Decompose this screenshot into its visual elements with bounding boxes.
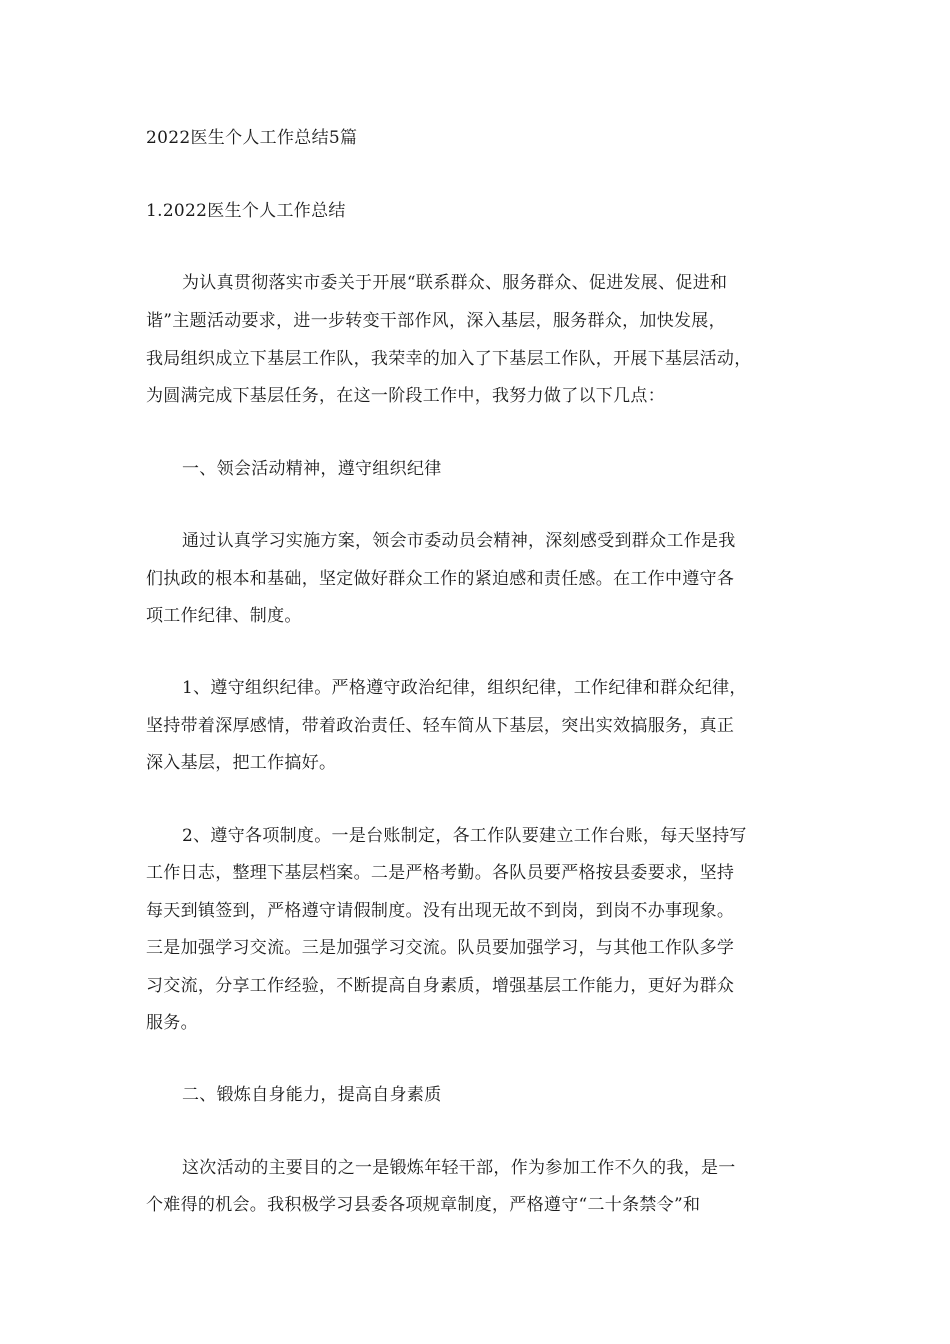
paragraph-4-line-2: 工作日志，整理下基层档案。二是严格考勤。各队员要严格按县委要求，坚持 xyxy=(146,863,735,883)
document-title: 2022医生个人工作总结5篇 xyxy=(146,128,358,148)
paragraph-2-line-2: 们执政的根本和基础，坚定做好群众工作的紧迫感和责任感。在工作中遵守各 xyxy=(146,569,735,589)
paragraph-1-line-3: 我局组织成立下基层工作队，我荣幸的加入了下基层工作队，开展下基层活动， xyxy=(146,349,752,369)
paragraph-4-line-5: 习交流，分享工作经验，不断提高自身素质，增强基层工作能力，更好为群众 xyxy=(146,976,735,996)
paragraph-4-line-1: 2、遵守各项制度。一是台账制定，各工作队要建立工作台账，每天坚持写 xyxy=(182,826,747,846)
paragraph-2-line-3: 项工作纪律、制度。 xyxy=(146,606,302,626)
paragraph-4-line-6: 服务。 xyxy=(146,1013,198,1033)
section-title: 1.2022医生个人工作总结 xyxy=(146,201,346,221)
paragraph-1-line-2: 谐”主题活动要求，进一步转变干部作风，深入基层，服务群众，加快发展， xyxy=(146,311,726,331)
heading-one: 一、领会活动精神，遵守组织纪律 xyxy=(182,459,442,479)
paragraph-5-line-1: 这次活动的主要目的之一是锻炼年轻干部，作为参加工作不久的我，是一 xyxy=(182,1158,736,1178)
paragraph-3-line-2: 坚持带着深厚感情，带着政治责任、轻车简从下基层，突出实效搞服务，真正 xyxy=(146,716,735,736)
paragraph-3-line-1: 1、遵守组织纪律。严格遵守政治纪律，组织纪律，工作纪律和群众纪律， xyxy=(182,678,747,698)
paragraph-4-line-4: 三是加强学习交流。三是加强学习交流。队员要加强学习，与其他工作队多学 xyxy=(146,938,735,958)
paragraph-1-line-4: 为圆满完成下基层任务，在这一阶段工作中，我努力做了以下几点： xyxy=(146,386,665,406)
paragraph-1-line-1: 为认真贯彻落实市委关于开展“联系群众、服务群众、促进发展、促进和 xyxy=(182,273,728,293)
paragraph-5-line-2: 个难得的机会。我积极学习县委各项规章制度，严格遵守“二十条禁令”和 xyxy=(146,1195,701,1215)
heading-two: 二、锻炼自身能力，提高自身素质 xyxy=(182,1085,442,1105)
paragraph-2-line-1: 通过认真学习实施方案，领会市委动员会精神，深刻感受到群众工作是我 xyxy=(182,531,736,551)
paragraph-3-line-3: 深入基层，把工作搞好。 xyxy=(146,753,337,773)
paragraph-4-line-3: 每天到镇签到，严格遵守请假制度。没有出现无故不到岗，到岗不办事现象。 xyxy=(146,901,735,921)
